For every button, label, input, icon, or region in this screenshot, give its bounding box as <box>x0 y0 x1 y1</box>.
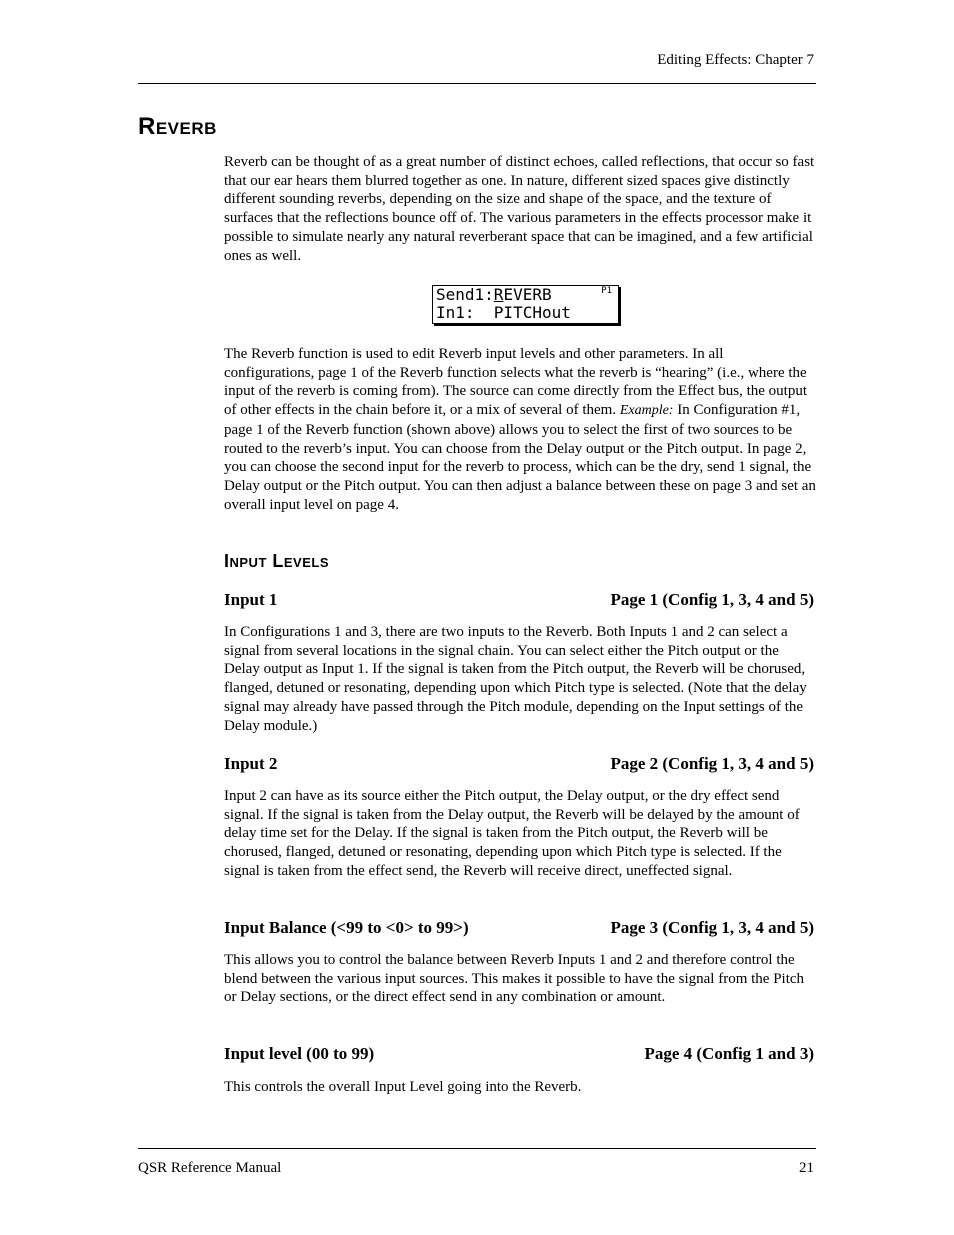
param-name: Input 2 <box>224 754 278 773</box>
function-paragraph <box>224 345 816 514</box>
param-page: Page 1 (Config 1, 3, 4 and 5) <box>610 590 814 609</box>
lcd-line-1-value: EVERB <box>503 285 552 304</box>
section-title: Reverb <box>138 113 217 140</box>
lcd-line-2: In1: PITCHout <box>436 303 571 322</box>
param-name: Input 1 <box>224 590 278 609</box>
param-description: Input 2 can have as its source either the Pitch output, the Delay output, or the dry effect send signal. If the signal is taken from the Delay output, the Reverb will be delayed by the amount of delay time set for the Delay. If the signal is taken from the Pitch output, the Reverb will be chorused, flanged, detuned or resonating, depending upon which Pitch type is selected. If the signal is taken from the effect send, the Reverb will receive direct, uneffected signal. <box>224 788 800 879</box>
param-description: This allows you to control the balance between Reverb Inputs 1 and 2 and therefore control the blend between the various input sources. This makes it possible to have the signal from the Pitch or Delay sections, or the direct effect send in any combination or amount. <box>224 952 805 1006</box>
param-heading-input-balance <box>224 918 814 938</box>
example-body: In Configuration #1, page 1 of the Reverb function (shown above) allows you to select the first of two sources to be routed to the reverb’s input. You can choose from the Delay output or the Pitch output. In page 2, you can choose the second input for the reverb to process, which can be the dry, send 1 signal, the Delay output or the Pitch output. You can then adjust a balance between these on page 3 and set an overall input level on page 4. <box>224 402 816 513</box>
footer-rule <box>138 1148 816 1149</box>
param-heading-input-1 <box>224 590 814 610</box>
param-name: Input level (00 to 99) <box>224 1044 375 1063</box>
param-description: This controls the overall Input Level going into the Reverb. <box>224 1079 582 1095</box>
param-page: Page 2 (Config 1, 3, 4 and 5) <box>610 754 814 773</box>
lcd-display <box>432 285 619 324</box>
param-page: Page 3 (Config 1, 3, 4 and 5) <box>610 918 814 937</box>
lcd-page-indicator: P1 <box>601 286 612 296</box>
function-body: The Reverb function is used to edit Reverb input levels and other parameters. In all configurations, page 1 of the Reverb function selects what the reverb is “hearing” (i.e., where the input of the reverb is coming from). The source can come directly from the Effect bus, the output of other effects in the chain before it, or a mix of several of them. <box>224 346 808 419</box>
param-description: In Configurations 1 and 3, there are two inputs to the Reverb. Both Inputs 1 and 2 can select a signal from several locations in the signal chain. You can select either the Pitch output or the Delay output as Input 1. If the signal is taken from the Pitch output, the Reverb will be chorused, flanged, detuned or resonating, depending upon which Pitch type is selected. (Note that the delay signal may already have passed through the Pitch module, depending on the Input settings of the Delay module.) <box>224 624 807 734</box>
running-header: Editing Effects: Chapter 7 <box>657 52 814 68</box>
page-number: 21 <box>799 1160 814 1176</box>
subsection-title: Input Levels <box>224 551 330 571</box>
lcd-cursor: R <box>493 285 504 304</box>
param-heading-input-2 <box>224 754 814 774</box>
lcd-line-1 <box>436 286 615 304</box>
param-page: Page 4 (Config 1 and 3) <box>644 1044 814 1063</box>
lcd-line-1-label: Send1: <box>436 285 494 304</box>
footer-manual-title: QSR Reference Manual <box>138 1160 282 1176</box>
param-name: Input Balance (<99 to <0> to 99>) <box>224 918 469 937</box>
header-rule <box>138 83 816 84</box>
intro-paragraph: Reverb can be thought of as a great number of distinct echoes, called reflections, that occur so fast that our ear hears them blurred together as one. In nature, different sized spaces give distinctly different sounding reverbs, depending on the size and shape of the space, and the texture of surfaces that the reflections bounce off of. The various parameters in the effects processor make it possible to simulate nearly any natural reverberant space that can be imagined, and a few artificial ones as well. <box>224 154 815 264</box>
example-label: Example: <box>619 403 674 419</box>
param-heading-input-level <box>224 1044 814 1064</box>
